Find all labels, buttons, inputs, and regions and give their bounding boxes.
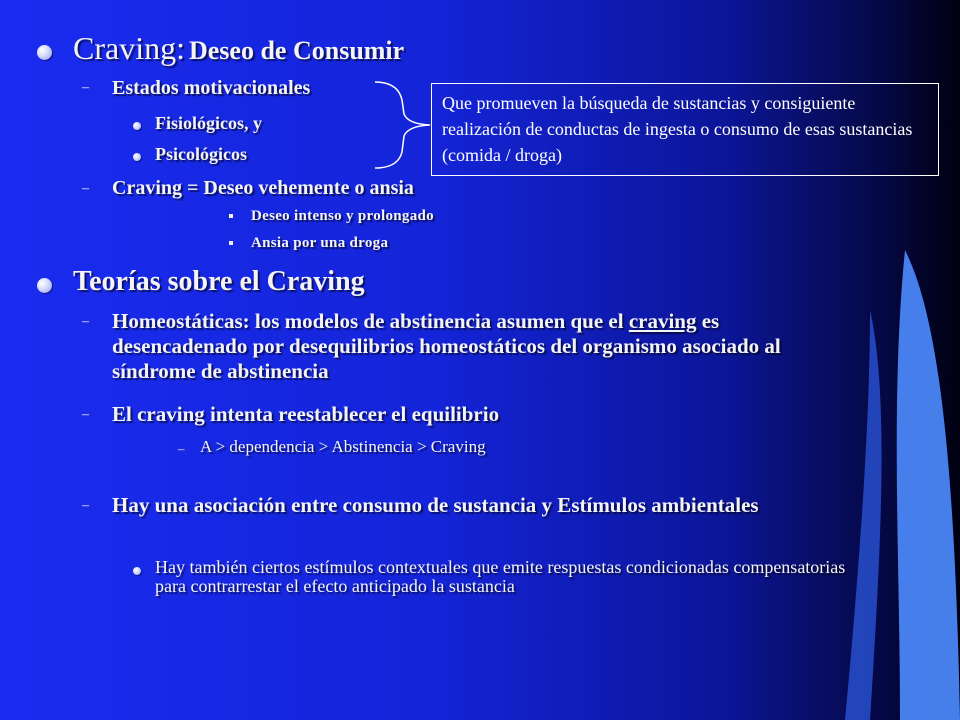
sub-bullet xyxy=(133,567,141,575)
item-estados: Estados motivacionales xyxy=(112,77,311,99)
item-deseo-intenso: Deseo intenso y prolongado xyxy=(251,208,434,224)
homeostaticas-text-pre: Homeostáticas: los modelos de abstinencia asumen que el xyxy=(112,309,629,333)
callout-text: Que promueven la búsqueda de sustancias y consiguiente realización de conductas de ingesta o consumo de esas sustancias (comida / droga) xyxy=(442,93,913,165)
section-heading: Teorías sobre el Craving xyxy=(73,266,365,297)
item-ansia-droga: Ansia por una droga xyxy=(251,235,389,251)
small-bullet xyxy=(229,214,233,218)
homeostaticas-text-post: es desencadenado por desequilibrios homeostáticos del organismo asociado al síndrome de abstinencia xyxy=(112,309,781,383)
item-psicologicos: Psicológicos xyxy=(155,144,247,164)
item-asociacion: Hay una asociación entre consumo de sustancia y Estímulos ambientales xyxy=(112,493,759,517)
item-homeostaticas xyxy=(112,309,837,384)
item-cadena: A > dependencia > Abstinencia > Craving xyxy=(200,437,486,456)
item-estimulos: Hay también ciertos estímulos contextuales que emite respuestas condicionadas compensatorias para contrarrestar el efecto anticipado la sustancia xyxy=(155,557,846,596)
dash-bullet: – xyxy=(178,441,185,456)
small-bullet xyxy=(229,241,233,245)
item-craving-def: Craving = Deseo vehemente o ansia xyxy=(112,177,414,199)
heading-bullet xyxy=(37,278,52,293)
title-sub: Deseo de Consumir xyxy=(188,36,405,65)
dash-bullet: – xyxy=(82,314,89,329)
item-fisiologicos: Fisiológicos, y xyxy=(155,113,262,133)
item-equilibrio: El craving intenta reestablecer el equilibrio xyxy=(112,402,500,426)
dash-bullet: – xyxy=(82,181,89,196)
callout-box xyxy=(431,83,939,176)
dash-bullet: – xyxy=(82,498,89,513)
title-main: Craving: xyxy=(73,30,185,66)
dash-bullet: – xyxy=(82,407,89,422)
craving-link[interactable]: craving xyxy=(628,309,697,333)
dash-bullet: – xyxy=(82,80,89,95)
